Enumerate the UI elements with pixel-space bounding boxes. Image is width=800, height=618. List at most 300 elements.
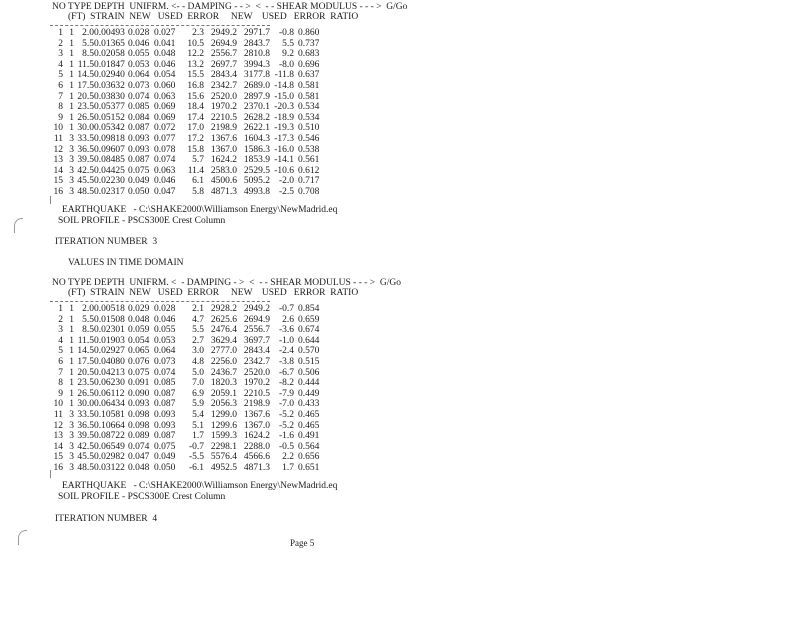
cell-modulus-used: 2529.5	[243, 165, 270, 176]
cell-modulus-new: 2298.1	[210, 441, 237, 452]
cell-depth: 11.5	[77, 59, 94, 70]
cell-gg0-ratio: 0.510	[298, 123, 320, 134]
cell-gg0-ratio: 0.449	[298, 388, 320, 399]
cell-modulus-used: 2556.7	[243, 325, 270, 336]
soil-profile-line-2: SOIL PROFILE - PSCS300E Crest Column	[58, 492, 226, 502]
cell-damping-new: 0.087	[128, 123, 150, 134]
cell-modulus-used: 2628.2	[243, 112, 270, 123]
cell-modulus-error: -5.2	[278, 420, 294, 431]
table1-header-line2: (FT) STRAIN NEW USED ERROR NEW USED ERROR RATIO	[68, 12, 359, 22]
cell-type: 3	[69, 431, 74, 442]
cell-depth: 33.5	[77, 410, 94, 420]
cell-depth: 20.5	[77, 367, 94, 378]
cell-modulus-error: -8.2	[278, 378, 294, 389]
cell-modulus-new: 1367.0	[210, 144, 237, 155]
cell-strain: 0.09607	[94, 144, 125, 155]
cell-gg0-ratio: 0.444	[298, 378, 320, 389]
cell-type: 3	[69, 187, 74, 197]
cell-modulus-error: -11.8	[274, 70, 294, 81]
cell-depth: 17.5	[77, 357, 94, 367]
cell-damping-error: -0.7	[188, 441, 204, 452]
cell-damping-new: 0.048	[128, 463, 150, 473]
cell-modulus-used: 2370.1	[243, 102, 270, 113]
cell-modulus-new: 2210.5	[210, 112, 237, 123]
cell-no: 9	[58, 388, 63, 399]
cell-type: 1	[69, 123, 74, 134]
cell-modulus-error: 1.7	[282, 463, 294, 473]
cell-modulus-used: 2342.7	[243, 357, 270, 367]
table-row	[0, 421, 340, 432]
cell-damping-error: 2.1	[192, 304, 204, 314]
cell-damping-new: 0.075	[128, 367, 150, 378]
cell-damping-used: 0.060	[154, 81, 176, 91]
cell-damping-new: 0.073	[128, 81, 150, 91]
cell-no: 13	[53, 155, 63, 166]
table2-header-line2: (FT) STRAIN NEW USED ERROR NEW USED ERROR RATIO	[68, 288, 359, 298]
cell-type: 1	[69, 38, 74, 49]
cell-damping-used: 0.087	[154, 388, 176, 399]
cell-strain: 0.10581	[94, 410, 125, 420]
cell-damping-new: 0.028	[128, 28, 150, 38]
cell-depth: 23.5	[77, 102, 94, 113]
cell-modulus-error: -2.4	[278, 346, 294, 357]
cell-modulus-error: -14.1	[274, 155, 294, 166]
cell-modulus-new: 1970.2	[210, 102, 237, 113]
table-row	[0, 155, 340, 166]
cell-modulus-used: 1586.3	[243, 144, 270, 155]
table-row	[0, 357, 340, 368]
table-row	[0, 102, 340, 113]
cell-no: 10	[53, 123, 63, 134]
cell-gg0-ratio: 0.696	[298, 59, 320, 70]
cell-damping-error: 17.2	[187, 134, 204, 144]
cell-modulus-new: 2436.7	[210, 367, 237, 378]
cell-type: 3	[69, 463, 74, 473]
cell-depth: 45.5	[77, 452, 94, 463]
cell-gg0-ratio: 0.534	[298, 112, 320, 123]
cell-modulus-used: 1604.3	[243, 134, 270, 144]
cell-type: 1	[69, 378, 74, 389]
cell-strain: 0.00493	[94, 28, 125, 38]
cell-modulus-new: 2520.0	[210, 91, 237, 102]
cell-strain: 0.04080	[94, 357, 125, 367]
cell-strain: 0.04213	[94, 367, 125, 378]
cell-strain: 0.05342	[94, 123, 125, 134]
cell-modulus-error: -0.5	[278, 441, 294, 452]
table2-header-rule	[50, 301, 270, 302]
cell-type: 3	[69, 452, 74, 463]
cell-depth: 17.5	[77, 81, 94, 91]
cell-no: 2	[58, 314, 63, 325]
cell-depth: 42.5	[77, 441, 94, 452]
cell-damping-error: 5.1	[192, 420, 204, 431]
cell-modulus-new: 1820.3	[210, 378, 237, 389]
cell-modulus-used: 2810.8	[243, 49, 270, 60]
cell-depth: 33.5	[77, 134, 94, 144]
cell-damping-new: 0.047	[128, 452, 150, 463]
table-row	[0, 49, 340, 60]
cell-type: 1	[69, 367, 74, 378]
cell-damping-error: -5.5	[188, 452, 204, 463]
cell-modulus-error: -3.6	[278, 325, 294, 336]
cell-damping-new: 0.090	[128, 388, 150, 399]
table-row	[0, 410, 340, 421]
earthquake-line-1: EARTHQUAKE - C:\SHAKE2000\Williamson Energy\NewMadrid.eq	[62, 205, 338, 215]
cell-type: 3	[69, 155, 74, 166]
cell-damping-new: 0.049	[128, 176, 150, 187]
cell-type: 3	[69, 144, 74, 155]
cell-depth: 48.5	[77, 463, 94, 473]
cell-modulus-new: 2949.2	[210, 28, 237, 38]
cell-damping-used: 0.093	[154, 410, 176, 420]
cell-depth: 30.0	[77, 399, 94, 410]
table-row	[0, 123, 340, 134]
cell-type: 1	[69, 59, 74, 70]
cell-depth: 36.5	[77, 144, 94, 155]
cell-modulus-used: 2689.0	[243, 81, 270, 91]
cell-modulus-error: -6.7	[278, 367, 294, 378]
cell-modulus-new: 2059.1	[210, 388, 237, 399]
cell-type: 1	[69, 325, 74, 336]
cell-damping-new: 0.093	[128, 144, 150, 155]
cell-modulus-used: 3177.8	[243, 70, 270, 81]
cell-modulus-new: 2256.0	[210, 357, 237, 367]
cell-no: 2	[58, 38, 63, 49]
cell-strain: 0.03830	[94, 91, 125, 102]
cell-type: 1	[69, 81, 74, 91]
cell-damping-used: 0.087	[154, 431, 176, 442]
table-row	[0, 187, 340, 198]
cell-no: 11	[53, 410, 63, 420]
cell-type: 1	[69, 91, 74, 102]
cell-modulus-error: -3.8	[278, 357, 294, 367]
cell-strain: 0.00518	[94, 304, 125, 314]
cell-modulus-error: -0.7	[278, 304, 294, 314]
cell-gg0-ratio: 0.515	[298, 357, 320, 367]
cell-gg0-ratio: 0.656	[298, 452, 320, 463]
cell-damping-error: 13.2	[187, 59, 204, 70]
table-row	[0, 368, 340, 379]
cell-modulus-used: 2897.9	[243, 91, 270, 102]
table-row	[0, 346, 340, 357]
cell-damping-error: 5.8	[192, 187, 204, 197]
cell-strain: 0.04425	[94, 165, 125, 176]
cell-no: 7	[58, 91, 63, 102]
cell-modulus-error: -15.0	[274, 91, 294, 102]
cell-no: 7	[58, 367, 63, 378]
cell-damping-new: 0.048	[128, 314, 150, 325]
cell-no: 6	[58, 81, 63, 91]
cell-modulus-new: 4500.6	[210, 176, 237, 187]
cell-modulus-used: 1970.2	[243, 378, 270, 389]
cell-damping-new: 0.075	[128, 165, 150, 176]
cell-modulus-error: -1.6	[278, 431, 294, 442]
cell-gg0-ratio: 0.506	[298, 367, 320, 378]
table-row	[0, 145, 340, 156]
cell-modulus-used: 1367.0	[243, 420, 270, 431]
cell-damping-used: 0.054	[154, 70, 176, 81]
cell-gg0-ratio: 0.651	[298, 463, 320, 473]
cell-gg0-ratio: 0.433	[298, 399, 320, 410]
cell-gg0-ratio: 0.674	[298, 325, 320, 336]
cell-depth: 26.5	[77, 388, 94, 399]
cell-modulus-new: 2928.2	[210, 304, 237, 314]
cell-modulus-new: 2625.6	[210, 314, 237, 325]
cell-damping-error: 4.7	[192, 314, 204, 325]
table-row	[0, 60, 340, 71]
cell-no: 14	[53, 441, 63, 452]
cell-damping-new: 0.074	[128, 91, 150, 102]
cell-damping-new: 0.053	[128, 59, 150, 70]
cell-modulus-used: 2971.7	[243, 28, 270, 38]
cell-type: 1	[69, 304, 74, 314]
cell-no: 16	[53, 463, 63, 473]
cell-strain: 0.08722	[94, 431, 125, 442]
cell-type: 1	[69, 399, 74, 410]
cell-modulus-error: 2.2	[282, 452, 294, 463]
cell-damping-new: 0.098	[128, 410, 150, 420]
cell-type: 1	[69, 112, 74, 123]
cell-damping-used: 0.027	[154, 28, 176, 38]
cell-strain: 0.08485	[94, 155, 125, 166]
table-row	[0, 28, 340, 39]
cell-gg0-ratio: 0.737	[298, 38, 320, 49]
cell-depth: 48.5	[77, 187, 94, 197]
cell-no: 1	[58, 304, 63, 314]
cell-type: 1	[69, 346, 74, 357]
cell-depth: 30.0	[77, 123, 94, 134]
table1-header-rule	[50, 25, 270, 26]
cell-damping-used: 0.047	[154, 187, 176, 197]
cell-type: 3	[69, 176, 74, 187]
iteration-number-2: ITERATION NUMBER 4	[55, 514, 158, 524]
cell-modulus-error: 5.5	[282, 38, 294, 49]
cell-type: 3	[69, 410, 74, 420]
cell-modulus-error: 9.2	[282, 49, 294, 60]
cell-modulus-error: -0.8	[278, 28, 294, 38]
cell-gg0-ratio: 0.683	[298, 49, 320, 60]
cell-damping-used: 0.074	[154, 155, 176, 166]
cell-modulus-new: 4952.5	[210, 463, 237, 473]
cell-modulus-new: 2697.7	[210, 59, 237, 70]
cell-damping-error: -6.1	[188, 463, 204, 473]
cell-gg0-ratio: 0.570	[298, 346, 320, 357]
cell-modulus-new: 4871.3	[210, 187, 237, 197]
cell-damping-new: 0.076	[128, 357, 150, 367]
cell-damping-used: 0.093	[154, 420, 176, 431]
cell-depth: 11.5	[77, 335, 94, 346]
cell-modulus-error: -20.3	[274, 102, 294, 113]
cell-gg0-ratio: 0.612	[298, 165, 320, 176]
cell-type: 1	[69, 388, 74, 399]
cell-depth: 14.5	[77, 70, 94, 81]
cell-damping-used: 0.048	[154, 49, 176, 60]
cell-damping-error: 5.5	[192, 325, 204, 336]
cell-strain: 0.02230	[94, 176, 125, 187]
cell-strain: 0.01508	[94, 314, 125, 325]
table2-header-line1: NO TYPE DEPTH UNIFRM. < - DAMPING - > < - - SHEAR MODULUS - - - > G/Go	[52, 278, 402, 288]
cell-modulus-used: 4871.3	[243, 463, 270, 473]
cell-modulus-used: 1367.6	[243, 410, 270, 420]
cell-modulus-error: -2.0	[278, 176, 294, 187]
cell-modulus-new: 1624.2	[210, 155, 237, 166]
cell-modulus-error: -19.3	[274, 123, 294, 134]
earthquake-line-2: EARTHQUAKE - C:\SHAKE2000\Williamson Energy\NewMadrid.eq	[62, 481, 338, 491]
cell-modulus-new: 2777.0	[210, 346, 237, 357]
cell-depth: 20.5	[77, 91, 94, 102]
cell-damping-new: 0.098	[128, 420, 150, 431]
cell-gg0-ratio: 0.561	[298, 155, 320, 166]
cell-gg0-ratio: 0.534	[298, 102, 320, 113]
table-row	[0, 113, 340, 124]
cell-modulus-new: 2843.4	[210, 70, 237, 81]
cell-damping-used: 0.074	[154, 367, 176, 378]
cell-modulus-error: -7.9	[278, 388, 294, 399]
cell-modulus-used: 4566.6	[243, 452, 270, 463]
cell-modulus-used: 2520.0	[243, 367, 270, 378]
cell-gg0-ratio: 0.659	[298, 314, 320, 325]
cell-no: 11	[53, 134, 63, 144]
cell-damping-error: 11.4	[187, 165, 204, 176]
table-row	[0, 442, 340, 453]
cell-damping-error: 18.4	[187, 102, 204, 113]
cell-modulus-used: 2288.0	[243, 441, 270, 452]
cell-strain: 0.06549	[94, 441, 125, 452]
cell-damping-used: 0.069	[154, 102, 176, 113]
iteration-number-1: ITERATION NUMBER 3	[55, 237, 158, 247]
cell-no: 3	[58, 49, 63, 60]
cell-modulus-used: 3994.3	[243, 59, 270, 70]
soil-profile-line-1: SOIL PROFILE - PSCS300E Crest Column	[58, 216, 226, 226]
cell-gg0-ratio: 0.717	[298, 176, 320, 187]
cell-damping-new: 0.054	[128, 335, 150, 346]
cell-depth: 26.5	[77, 112, 94, 123]
cell-no: 1	[58, 28, 63, 38]
cell-type: 1	[69, 314, 74, 325]
cell-strain: 0.01847	[94, 59, 125, 70]
cell-modulus-used: 1853.9	[243, 155, 270, 166]
cell-damping-new: 0.087	[128, 155, 150, 166]
cell-strain: 0.03632	[94, 81, 125, 91]
cell-damping-error: 5.9	[192, 399, 204, 410]
table1-header-line1: NO TYPE DEPTH UNIFRM. <- - DAMPING - - > < - - SHEAR MODULUS - - - > G/Go	[52, 2, 408, 12]
margin-bracket-2	[18, 530, 27, 545]
cell-type: 3	[69, 420, 74, 431]
cell-damping-used: 0.046	[154, 59, 176, 70]
table-row	[0, 39, 340, 50]
cell-damping-error: 4.8	[192, 357, 204, 367]
cell-damping-used: 0.078	[154, 144, 176, 155]
cell-modulus-error: -5.2	[278, 410, 294, 420]
table-row	[0, 325, 340, 336]
cell-damping-used: 0.063	[154, 165, 176, 176]
cell-type: 1	[69, 335, 74, 346]
cell-depth: 5.5	[82, 38, 94, 49]
cell-modulus-new: 2556.7	[210, 49, 237, 60]
cell-no: 8	[58, 378, 63, 389]
cell-strain: 0.06230	[94, 378, 125, 389]
cell-depth: 2.0	[82, 28, 94, 38]
cell-damping-used: 0.063	[154, 91, 176, 102]
cell-modulus-error: -2.5	[278, 187, 294, 197]
cell-damping-new: 0.085	[128, 102, 150, 113]
cell-modulus-new: 2056.3	[210, 399, 237, 410]
cell-modulus-error: -7.0	[278, 399, 294, 410]
cell-damping-error: 5.0	[192, 367, 204, 378]
page-number: Page 5	[290, 538, 315, 548]
cell-damping-used: 0.077	[154, 134, 176, 144]
cell-depth: 36.5	[77, 420, 94, 431]
cell-no: 6	[58, 357, 63, 367]
cell-damping-used: 0.075	[154, 441, 176, 452]
cell-modulus-new: 3629.4	[210, 335, 237, 346]
cell-damping-new: 0.074	[128, 441, 150, 452]
table-row	[0, 431, 340, 442]
cell-modulus-error: -16.0	[274, 144, 294, 155]
cell-damping-new: 0.093	[128, 399, 150, 410]
table-row	[0, 92, 340, 103]
cell-modulus-error: -17.3	[274, 134, 294, 144]
cell-modulus-used: 2694.9	[243, 314, 270, 325]
cell-modulus-new: 2198.9	[210, 123, 237, 134]
cell-type: 1	[69, 28, 74, 38]
cell-gg0-ratio: 0.465	[298, 410, 320, 420]
cell-strain: 0.02982	[94, 452, 125, 463]
cell-depth: 23.5	[77, 378, 94, 389]
margin-bracket-1	[14, 218, 23, 233]
cell-depth: 39.5	[77, 155, 94, 166]
cell-depth: 42.5	[77, 165, 94, 176]
cell-modulus-new: 1367.6	[210, 134, 237, 144]
cell-type: 1	[69, 70, 74, 81]
table-row	[0, 399, 340, 410]
cell-no: 15	[53, 176, 63, 187]
cell-damping-error: 5.7	[192, 155, 204, 166]
cell-damping-new: 0.059	[128, 325, 150, 336]
cell-damping-new: 0.089	[128, 431, 150, 442]
cell-modulus-used: 1624.2	[243, 431, 270, 442]
cell-damping-error: 10.5	[187, 38, 204, 49]
cell-damping-new: 0.055	[128, 49, 150, 60]
cell-modulus-used: 2622.1	[243, 123, 270, 134]
cell-modulus-error: -10.6	[274, 165, 294, 176]
cell-gg0-ratio: 0.581	[298, 81, 320, 91]
cell-strain: 0.06112	[94, 388, 125, 399]
cell-no: 16	[53, 187, 63, 197]
table-row	[0, 336, 340, 347]
margin-mark	[50, 196, 51, 204]
table-row	[0, 463, 340, 474]
cell-no: 14	[53, 165, 63, 176]
cell-modulus-error: -14.8	[274, 81, 294, 91]
cell-modulus-used: 2843.4	[243, 346, 270, 357]
table-row	[0, 81, 340, 92]
cell-damping-used: 0.049	[154, 452, 176, 463]
cell-gg0-ratio: 0.564	[298, 441, 320, 452]
cell-modulus-new: 1299.6	[210, 420, 237, 431]
cell-depth: 8.5	[82, 325, 94, 336]
cell-modulus-new: 2583.0	[210, 165, 237, 176]
cell-type: 3	[69, 134, 74, 144]
cell-no: 13	[53, 431, 63, 442]
cell-modulus-new: 2342.7	[210, 81, 237, 91]
cell-strain: 0.02058	[94, 49, 125, 60]
cell-no: 12	[53, 144, 63, 155]
cell-damping-new: 0.029	[128, 304, 150, 314]
cell-strain: 0.09818	[94, 134, 125, 144]
cell-strain: 0.02317	[94, 187, 125, 197]
cell-no: 15	[53, 452, 63, 463]
